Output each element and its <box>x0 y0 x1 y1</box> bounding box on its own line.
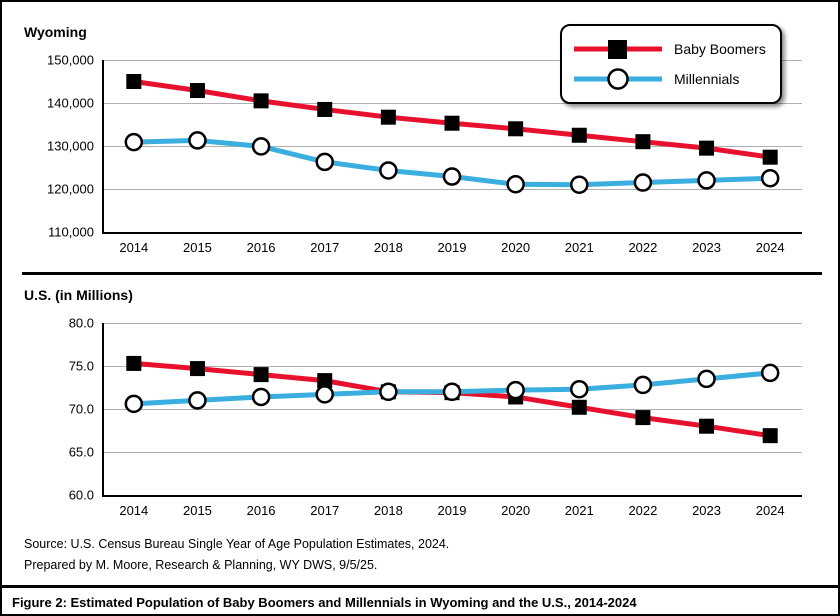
data-point-marker <box>508 176 524 192</box>
figure-caption: Figure 2: Estimated Population of Baby Boomers and Millennials in Wyoming and the U.S., 2014-2024 <box>12 595 637 610</box>
x-axis-tick-label: 2018 <box>373 503 403 518</box>
data-point-marker <box>699 172 715 188</box>
data-point-marker <box>444 169 460 185</box>
x-axis-line <box>102 495 802 497</box>
x-axis-tick-label: 2023 <box>692 240 721 255</box>
x-axis-tick-label: 2017 <box>310 503 340 518</box>
data-point-marker <box>635 134 650 149</box>
x-axis-tick-label: 2014 <box>119 503 149 518</box>
y-axis-tick-label: 70.0 <box>68 401 94 417</box>
legend-swatch-baby-boomers <box>572 36 664 62</box>
data-point-marker <box>190 361 205 376</box>
data-point-marker <box>762 365 778 381</box>
y-axis-tick-label: 65.0 <box>68 444 94 460</box>
data-point-marker <box>126 134 142 150</box>
x-axis-tick-label: 2020 <box>501 503 531 518</box>
x-axis-line <box>102 232 802 234</box>
x-axis-tick-label: 2015 <box>182 240 212 255</box>
y-axis-tick-label: 75.0 <box>68 358 94 374</box>
legend-item-baby-boomers <box>572 34 766 64</box>
data-point-marker <box>635 377 651 393</box>
data-point-marker <box>571 177 587 193</box>
us-chart <box>2 305 840 520</box>
x-axis-tick-label: 2019 <box>437 240 467 255</box>
y-axis-tick-label: 130,000 <box>47 138 94 154</box>
data-point-marker <box>508 121 523 136</box>
x-axis-tick-label: 2017 <box>310 240 340 255</box>
x-axis-tick-label: 2023 <box>692 503 721 518</box>
data-point-marker <box>253 389 269 405</box>
legend-swatch-millennials <box>572 66 664 92</box>
data-point-marker <box>572 400 587 415</box>
wyoming-panel-title: Wyoming <box>24 24 87 40</box>
data-point-marker <box>190 83 205 98</box>
data-point-marker <box>317 386 333 402</box>
data-point-marker <box>126 356 141 371</box>
data-point-marker <box>253 138 269 154</box>
data-point-marker <box>699 419 714 434</box>
series-layer <box>102 323 802 495</box>
legend-label-baby-boomers: Baby Boomers <box>674 41 766 57</box>
x-axis-tick-label: 2018 <box>373 240 403 255</box>
x-axis-tick-label: 2019 <box>437 503 467 518</box>
data-point-marker <box>635 175 651 191</box>
x-axis-tick-label: 2020 <box>501 240 531 255</box>
data-point-marker <box>445 116 460 131</box>
panel-divider <box>22 272 822 275</box>
y-axis-tick-label: 60.0 <box>68 487 94 503</box>
x-axis-tick-label: 2016 <box>246 503 276 518</box>
data-point-marker <box>380 384 396 400</box>
x-axis-tick-label: 2021 <box>564 503 594 518</box>
x-axis-tick-label: 2024 <box>755 503 785 518</box>
y-axis-tick-label: 80.0 <box>68 315 94 331</box>
data-point-marker <box>444 384 460 400</box>
x-axis-tick-label: 2014 <box>119 240 149 255</box>
y-axis-tick-label: 140,000 <box>47 95 94 111</box>
data-point-marker <box>508 382 524 398</box>
y-axis-tick-label: 150,000 <box>47 52 94 68</box>
data-point-marker <box>763 150 778 165</box>
chart-legend <box>560 24 782 104</box>
data-point-marker <box>699 371 715 387</box>
y-axis-tick-label: 120,000 <box>47 181 94 197</box>
data-point-marker <box>571 381 587 397</box>
x-axis-tick-label: 2022 <box>628 503 658 518</box>
data-point-marker <box>381 110 396 125</box>
us-plot-area <box>68 315 802 518</box>
us-panel-title: U.S. (in Millions) <box>24 287 133 303</box>
data-point-marker <box>189 392 205 408</box>
x-axis-tick-label: 2024 <box>755 240 785 255</box>
x-axis-tick-label: 2016 <box>246 240 276 255</box>
data-point-marker <box>189 132 205 148</box>
data-point-marker <box>380 163 396 179</box>
data-point-marker <box>317 154 333 170</box>
data-point-marker <box>762 170 778 186</box>
data-point-marker <box>699 141 714 156</box>
source-line-1: Source: U.S. Census Bureau Single Year of Age Population Estimates, 2024. <box>24 537 450 551</box>
data-point-marker <box>572 128 587 143</box>
x-axis-tick-label: 2021 <box>564 240 594 255</box>
data-point-marker <box>254 93 269 108</box>
data-point-marker <box>317 102 332 117</box>
x-axis-tick-label: 2022 <box>628 240 658 255</box>
caption-divider <box>2 585 840 588</box>
data-point-marker <box>126 74 141 89</box>
legend-item-millennials <box>572 64 766 94</box>
data-point-marker <box>763 428 778 443</box>
data-point-marker <box>126 396 142 412</box>
x-axis-tick-label: 2015 <box>182 503 212 518</box>
y-axis-tick-label: 110,000 <box>47 224 94 240</box>
legend-label-millennials: Millennials <box>674 71 740 87</box>
source-line-2: Prepared by M. Moore, Research & Planning, WY DWS, 9/5/25. <box>24 558 378 572</box>
data-point-marker <box>635 410 650 425</box>
data-point-marker <box>254 367 269 382</box>
